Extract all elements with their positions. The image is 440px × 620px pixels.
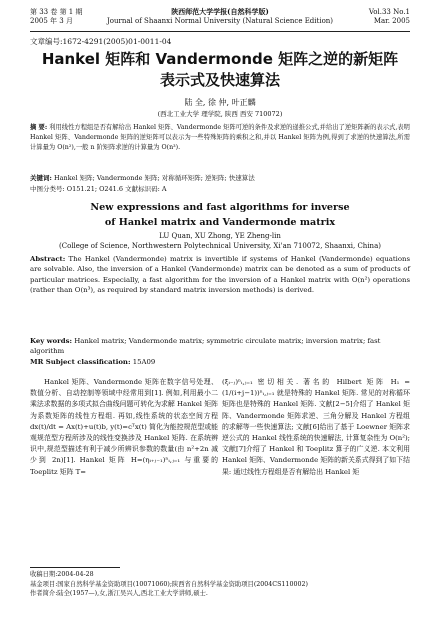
mr-label: MR Subject classification: — [30, 358, 131, 366]
authors-en: LU Quan, XU Zhong, YE Zheng-lin — [159, 232, 281, 240]
title-en-line1: New expressions and fast algorithms for inverse — [90, 202, 350, 213]
keywords-en-label: Key words: — [30, 337, 73, 345]
header-rule — [30, 31, 410, 32]
header-right — [369, 8, 410, 25]
header-center — [30, 8, 410, 25]
mr-classification — [30, 358, 410, 366]
footnote-author-bio: 作者简介:陆全(1957—),女,浙江吴兴人,西北工业大学讲师,硕士. — [30, 590, 208, 597]
body-paragraph-left: Hankel 矩阵、Vandermonde 矩阵在数字信号处理、数值分析、自动控制等领域中经常用到[1]. 例如,利用最小二乘法求数据的多项式拟合曲线问题可转化为求解 Hankel 矩阵为系数矩阵的线性方程组. 再如,线性系统的状态空间方程 dx(t)/dt = Ax(t)+u(t)b, y(t)=cᵀx(t) 简化为能控规范型或能观规范型方程所涉及的线性变换涉及 Hankel 矩阵. 在系统辨识中,规范型描述有利于减少所辨识参数的数量(由 n²+2n 减少到 2n)[1]. Hankel 矩阵 H=(ηᵢ₊ⱼ₋₁)ⁿᵢ,ⱼ₌₁ 与重要的 Toeplitz 矩阵 T= — [30, 378, 218, 476]
body-paragraph-right: (ξᵢ₋ⱼ)ⁿᵢ,ⱼ₌₁ 密切相关. 著名的 Hilbert 矩阵 H₁ = (1/(i+j−1))ⁿᵢ,ⱼ₌₁ 就是特殊的 Hankel 矩阵. 常见的对称循环矩阵也是特殊的 Hankel 矩阵. 文献[2−5]介绍了 Hankel 矩阵、Vandermonde 矩阵求逆、三角分解及 Hankel 方程组的求解等一些快速算法; 文献[6]给出了基于 Loewner 矩阵求逆公式的 Hankel 线性系统的快速解法, 计算复杂性为 O(n²); 文献[7]介绍了 Hankel 和 Toeplitz 算子的广义逆. 本文利用 Hankel 矩阵、Vandermonde 矩阵的新关系式得到了如下结果: 通过线性方程组是否有解给出 Hankel 矩 — [222, 378, 410, 476]
footnote-funding: 基金项目:国家自然科学基金资助项目(10071060);陕西省自然科学基金资助项目(2004CS110002) — [30, 580, 308, 588]
header-volume: 第 33 卷 第 1 期 — [30, 8, 83, 16]
keywords-en-text: Hankel matrix; Vandermonde matrix; symmetric circulate matrix; inversion matrix; fast algorithm — [30, 337, 381, 356]
keywords-cn-text: Hankel 矩阵; Vandermonde 矩阵; 对称循环矩阵; 逆矩阵; 快速算法 — [53, 174, 255, 182]
abstract-en-text: The Hankel (Vandermonde) matrix is invertible if systems of Hankel (Vandermonde) equations are solvable. Also, the inversion of a Hankel (Vandermonde) matrix can be denoted as a sum of products of particular matrices. Especially, a fast algorithm for the inversion of a Hankel matrix with O(n²) operations (rather than O(n³), as required by standard matrix inversion methods) is derived. — [30, 255, 410, 294]
authors-cn: 陆 全, 徐 仲, 叶正麟 — [184, 98, 256, 107]
abstract-en-label: Abstract: — [30, 255, 66, 263]
affiliation-cn: (西北工业大学 理学院, 陕西 西安 710072) — [157, 110, 283, 118]
classification-cn: 中图分类号: O151.21; O241.6 文献标识码: A — [30, 185, 167, 193]
body-column-left — [30, 377, 218, 478]
keywords-cn — [30, 173, 410, 182]
journal-name-cn: 陕西师范大学学报(自然科学版) — [171, 7, 269, 16]
abstract-en — [30, 254, 410, 295]
body-column-right — [222, 377, 410, 478]
abstract-cn-text: 利用线性方程组是否有解给出 Hankel 矩阵、Vandermonde 矩阵可逆的条件及求逆的递推公式,并给出了逆矩阵新的表示式,表明 Hankel 矩阵、Vandermonde 矩阵的逆矩阵可以表示为一些特殊矩阵的乘积之和,并以 Hankel 矩阵为例,得到了求逆的快速算法,所需计算量为 O(n²),一般 n 阶矩阵求逆的计算量为 O(n³). — [30, 124, 410, 151]
keywords-en — [30, 336, 410, 357]
abstract-cn — [30, 123, 410, 153]
header-vol-no: Vol.33 No.1 — [368, 8, 410, 16]
title-en — [50, 200, 390, 230]
journal-name-en: Journal of Shaanxi Normal University (Natural Science Edition) — [106, 16, 334, 25]
abstract-cn-label: 摘 要: — [30, 124, 48, 131]
mr-value: 15A09 — [132, 358, 156, 366]
title-en-line2: of Hankel matrix and Vandermonde matrix — [104, 217, 336, 228]
keywords-cn-label: 关键词: — [30, 174, 52, 182]
header-date-en: Mar. 2005 — [373, 16, 410, 25]
article-number: 文章编号:1672-4291(2005)01-0011-04 — [30, 37, 172, 46]
footnote-received: 收稿日期:2004-04-28 — [30, 571, 94, 578]
title-cn-line2: 表示式及快速算法 — [159, 71, 280, 89]
footnote-rule — [30, 567, 120, 568]
affiliation-en: (College of Science, Northwestern Polytechnical University, Xi'an 710072, Shaanxi, China) — [59, 242, 381, 250]
footnotes — [30, 570, 410, 599]
title-cn — [30, 49, 410, 91]
header-date-cn: 2005 年 3 月 — [30, 16, 73, 25]
running-header — [30, 6, 410, 32]
title-cn-line1: Hankel 矩阵和 Vandermonde 矩阵之逆的新矩阵 — [41, 50, 399, 68]
